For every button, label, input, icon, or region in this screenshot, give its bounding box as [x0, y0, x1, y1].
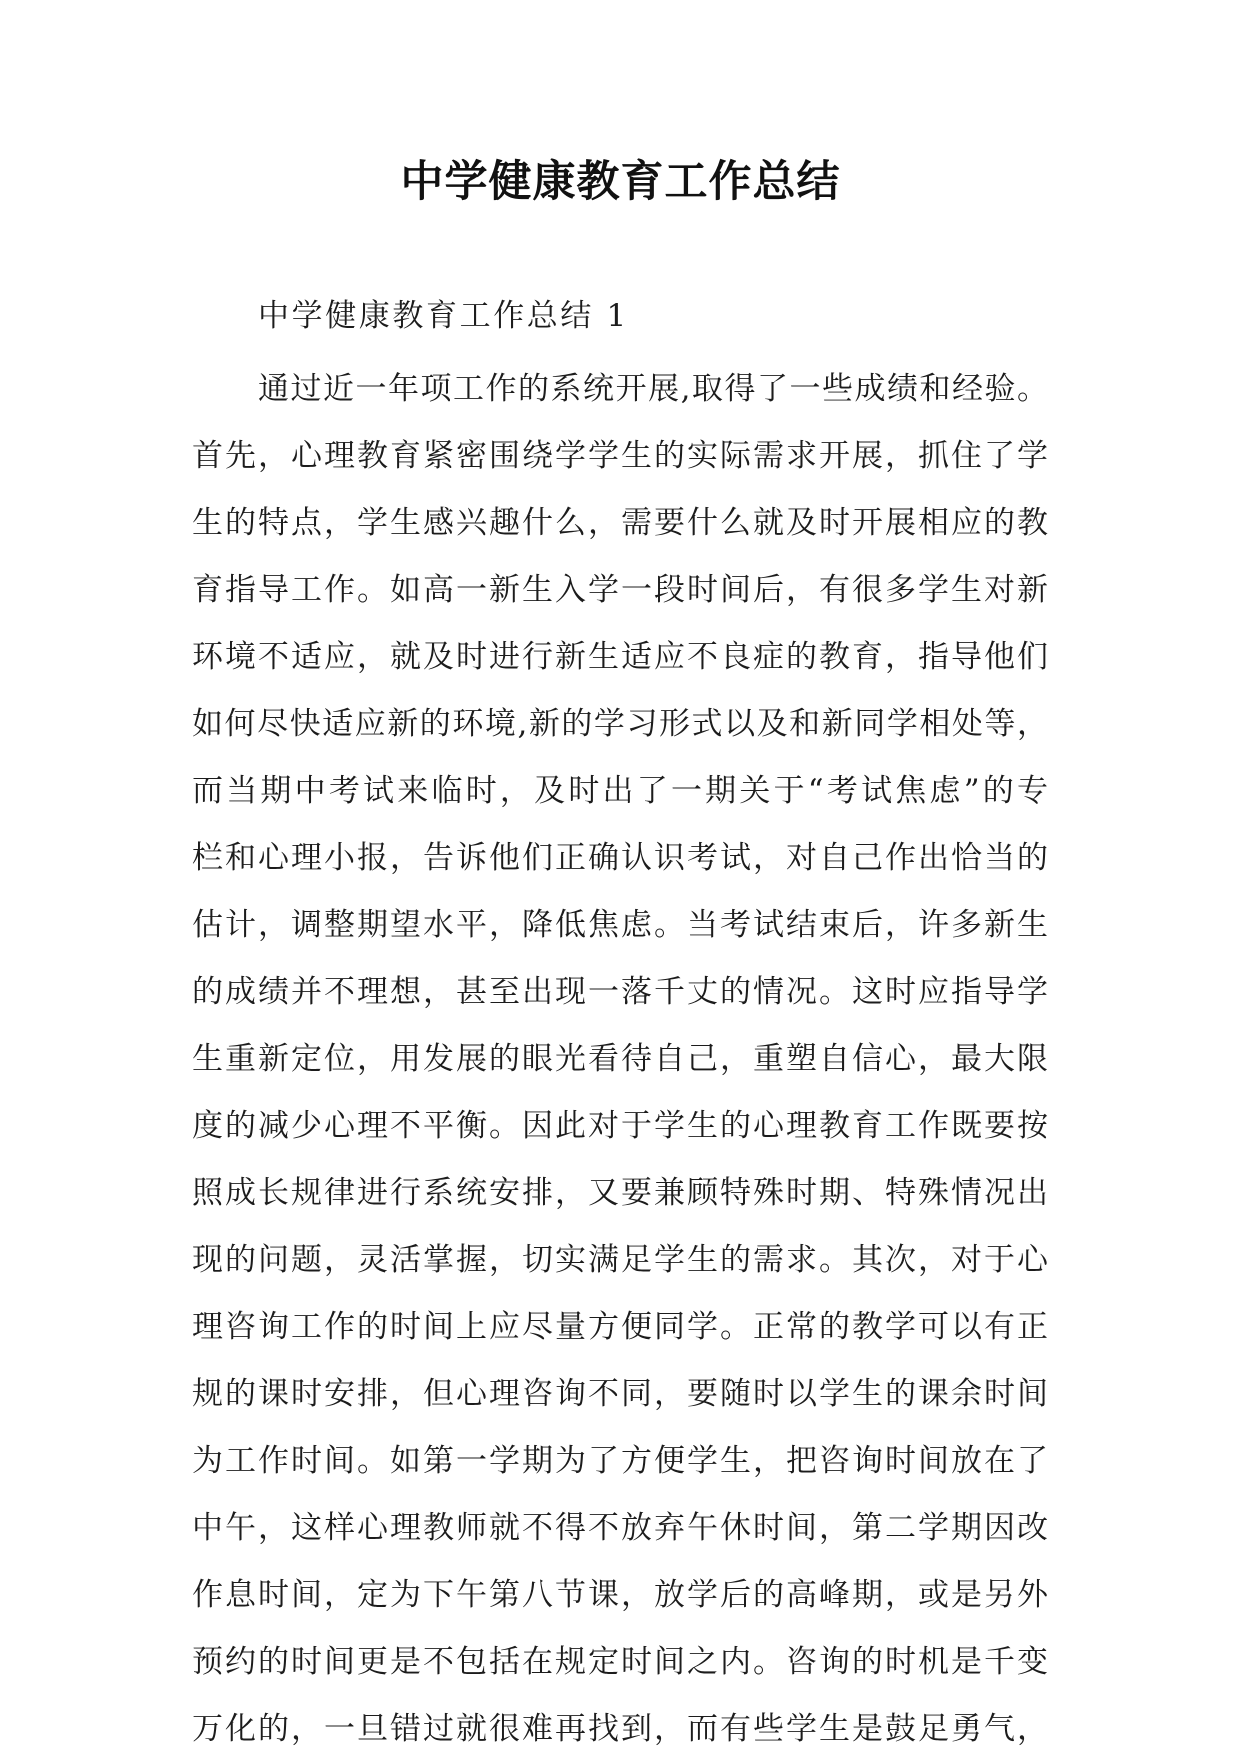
- paragraph-line: 理咨询工作的时间上应尽量方便同学。正常的教学可以有正: [192, 1309, 1048, 1345]
- paragraph-line: 如何尽快适应新的环境,新的学习形式以及和新同学相处等，: [192, 706, 1048, 742]
- section-heading: 中学健康教育工作总结 1: [258, 298, 629, 334]
- paragraph-line: 生重新定位，用发展的眼光看待自己，重塑自信心，最大限: [192, 1041, 1048, 1077]
- paragraph-line: 通过近一年项工作的系统开展,取得了一些成绩和经验。: [258, 371, 1048, 407]
- paragraph-line: 万化的，一旦错过就很难再找到，而有些学生是鼓足勇气，: [192, 1711, 1048, 1747]
- paragraph-line: 为工作时间。如第一学期为了方便学生，把咨询时间放在了: [192, 1443, 1048, 1479]
- paragraph-line: 的成绩并不理想，甚至出现一落千丈的情况。这时应指导学: [192, 974, 1048, 1010]
- paragraph-line: 估计，调整期望水平，降低焦虑。当考试结束后，许多新生: [192, 907, 1048, 943]
- body-paragraph: [192, 356, 1048, 1763]
- paragraph-line: 环境不适应，就及时进行新生适应不良症的教育，指导他们: [192, 639, 1048, 675]
- paragraph-line: 育指导工作。如高一新生入学一段时间后，有很多学生对新: [192, 572, 1048, 608]
- paragraph-line: 预约的时间更是不包括在规定时间之内。咨询的时机是千变: [192, 1644, 1048, 1680]
- paragraph-line: 中午，这样心理教师就不得不放弃午休时间，第二学期因改: [192, 1510, 1048, 1546]
- paragraph-line: 现的问题，灵活掌握，切实满足学生的需求。其次，对于心: [192, 1242, 1048, 1278]
- paragraph-line: 规的课时安排，但心理咨询不同，要随时以学生的课余时间: [192, 1376, 1048, 1412]
- paragraph-line: 首先，心理教育紧密围绕学学生的实际需求开展，抓住了学: [192, 438, 1048, 474]
- paragraph-line: 作息时间，定为下午第八节课，放学后的高峰期，或是另外: [192, 1577, 1048, 1613]
- paragraph-line: 生的特点，学生感兴趣什么，需要什么就及时开展相应的教: [192, 505, 1048, 541]
- paragraph-line: 而当期中考试来临时，及时出了一期关于“考试焦虑”的专: [192, 773, 1048, 809]
- paragraph-line: 照成长规律进行系统安排，又要兼顾特殊时期、特殊情况出: [192, 1175, 1048, 1211]
- paragraph-line: 栏和心理小报，告诉他们正确认识考试，对自己作出恰当的: [192, 840, 1048, 876]
- paragraph-line: 度的减少心理不平衡。因此对于学生的心理教育工作既要按: [192, 1108, 1048, 1144]
- document-title: 中学健康教育工作总结: [400, 157, 841, 207]
